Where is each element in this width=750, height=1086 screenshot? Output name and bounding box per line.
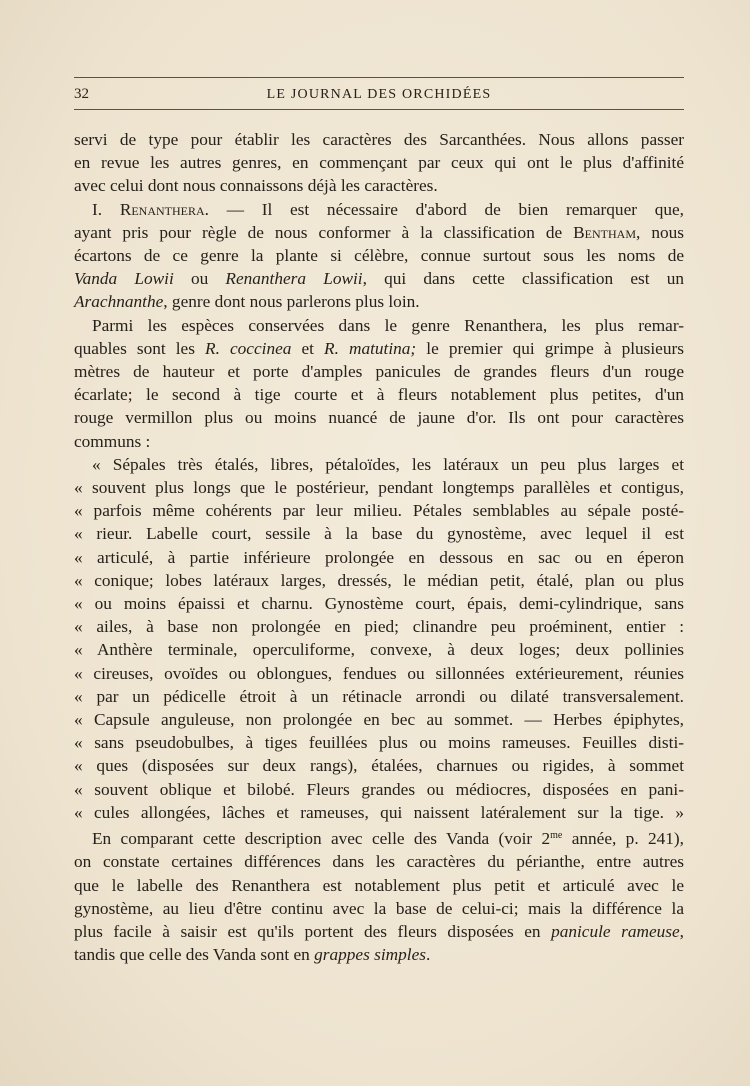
text-line: plus facile à saisir est qu'ils portent des fleurs disposées en panicule rameuse,	[74, 921, 684, 941]
text-line: mètres de hauteur et porte d'amples panicules de grandes fleurs d'un rouge	[74, 362, 684, 382]
top-rule	[74, 77, 684, 78]
quote-line: « rieur. Labelle court, sessile à la base du gynostème, avec lequel il est	[74, 524, 684, 544]
text-line: I. Renanthera. — Il est nécessaire d'abord de bien remarquer que,	[92, 199, 684, 219]
text-line: que le labelle des Renanthera est notablement plus petit et articulé avec le	[74, 875, 684, 895]
body-text	[74, 128, 684, 966]
quote-line: « articulé, à partie inférieure prolongée en dessous en sac ou en éperon	[74, 547, 684, 567]
quote-line: « cireuses, ovoïdes ou oblongues, fendues ou sillonnées extérieurement, réunies	[74, 663, 684, 683]
header-rule	[74, 109, 684, 110]
text-line: servi de type pour établir les caractères des Sarcanthées. Nous allons passer	[74, 130, 684, 149]
text-line: communs :	[74, 431, 151, 451]
text-line: Vanda Lowii ou Renanthera Lowii, qui dans cette classification est un	[74, 269, 684, 289]
quote-line: « sans pseudobulbes, à tiges feuillées plus ou moins rameuses. Feuilles disti-	[74, 733, 684, 753]
text-line: Arachnanthe, genre dont nous parlerons plus loin.	[74, 292, 420, 312]
text-line: tandis que celle des Vanda sont en grappes simples.	[74, 945, 431, 965]
running-title: LE JOURNAL DES ORCHIDÉES	[266, 87, 492, 102]
text-line: Parmi les espèces conservées dans le genre Renanthera, les plus remar-	[92, 315, 684, 335]
text-line: gynostème, au lieu d'être continu avec la base de celui-ci; mais la différence la	[74, 898, 684, 918]
quote-line: « ou moins épaissi et charnu. Gynostème court, épais, demi-cylindrique, sans	[74, 594, 684, 614]
quote-line: « ques (disposées sur deux rangs), étalées, charnues ou rigides, à sommet	[74, 756, 684, 776]
text-line: on constate certaines différences dans les caractères du périanthe, entre autres	[74, 852, 684, 872]
quote-line: « conique; lobes latéraux larges, dressés, le médian petit, étalé, plan ou plus	[74, 570, 684, 590]
quote-line: « souvent oblique et bilobé. Fleurs grandes ou médiocres, disposées en pani-	[74, 779, 684, 799]
quote-line: « ailes, à base non prolongée en pied; clinandre peu proéminent, entier :	[74, 617, 684, 637]
page-header	[74, 86, 684, 106]
quote-line: « Capsule anguleuse, non prolongée en bec au sommet. — Herbes épiphytes,	[74, 710, 684, 730]
text-line: écarlate; le second à tige courte et à fleurs notablement plus petites, d'un	[74, 385, 684, 405]
text-line: quables sont les R. coccinea et R. matutina; le premier qui grimpe à plusieurs	[74, 338, 684, 358]
page-number: 32	[74, 86, 89, 102]
quote-line: « par un pédicelle étroit à un rétinacle arrondi ou dilaté transversalement.	[74, 686, 684, 706]
text-line: En comparant cette description avec celle des Vanda (voir $2^{me}$ année, p. 241),	[92, 829, 684, 849]
text-line: en revue les autres genres, en commençant par ceux qui ont le plus d'affinité	[74, 153, 684, 173]
text-line: ayant pris pour règle de nous conformer à la classification de Bentham, nous	[74, 222, 684, 242]
quote-line: « cules allongées, lâches et rameuses, qui naissent latéralement sur la tige. »	[74, 802, 684, 822]
text-line: écartons de ce genre la plante si célèbre, connue surtout sous les noms de	[74, 246, 684, 266]
quote-line: « parfois même cohérents par leur milieu. Pétales semblables au sépale posté-	[74, 501, 684, 521]
quote-line: « souvent plus longs que le postérieur, pendant longtemps parallèles et contigus,	[74, 478, 684, 498]
quote-line: « Anthère terminale, operculiforme, convexe, à deux loges; deux pollinies	[74, 640, 684, 660]
text-line: avec celui dont nous connaissons déjà les caractères.	[74, 176, 438, 196]
text-line: rouge vermillon plus ou moins nuancé de jaune d'or. Ils ont pour caractères	[74, 408, 684, 428]
quote-line: « Sépales très étalés, libres, pétaloïdes, les latéraux un peu plus larges et	[92, 454, 684, 474]
